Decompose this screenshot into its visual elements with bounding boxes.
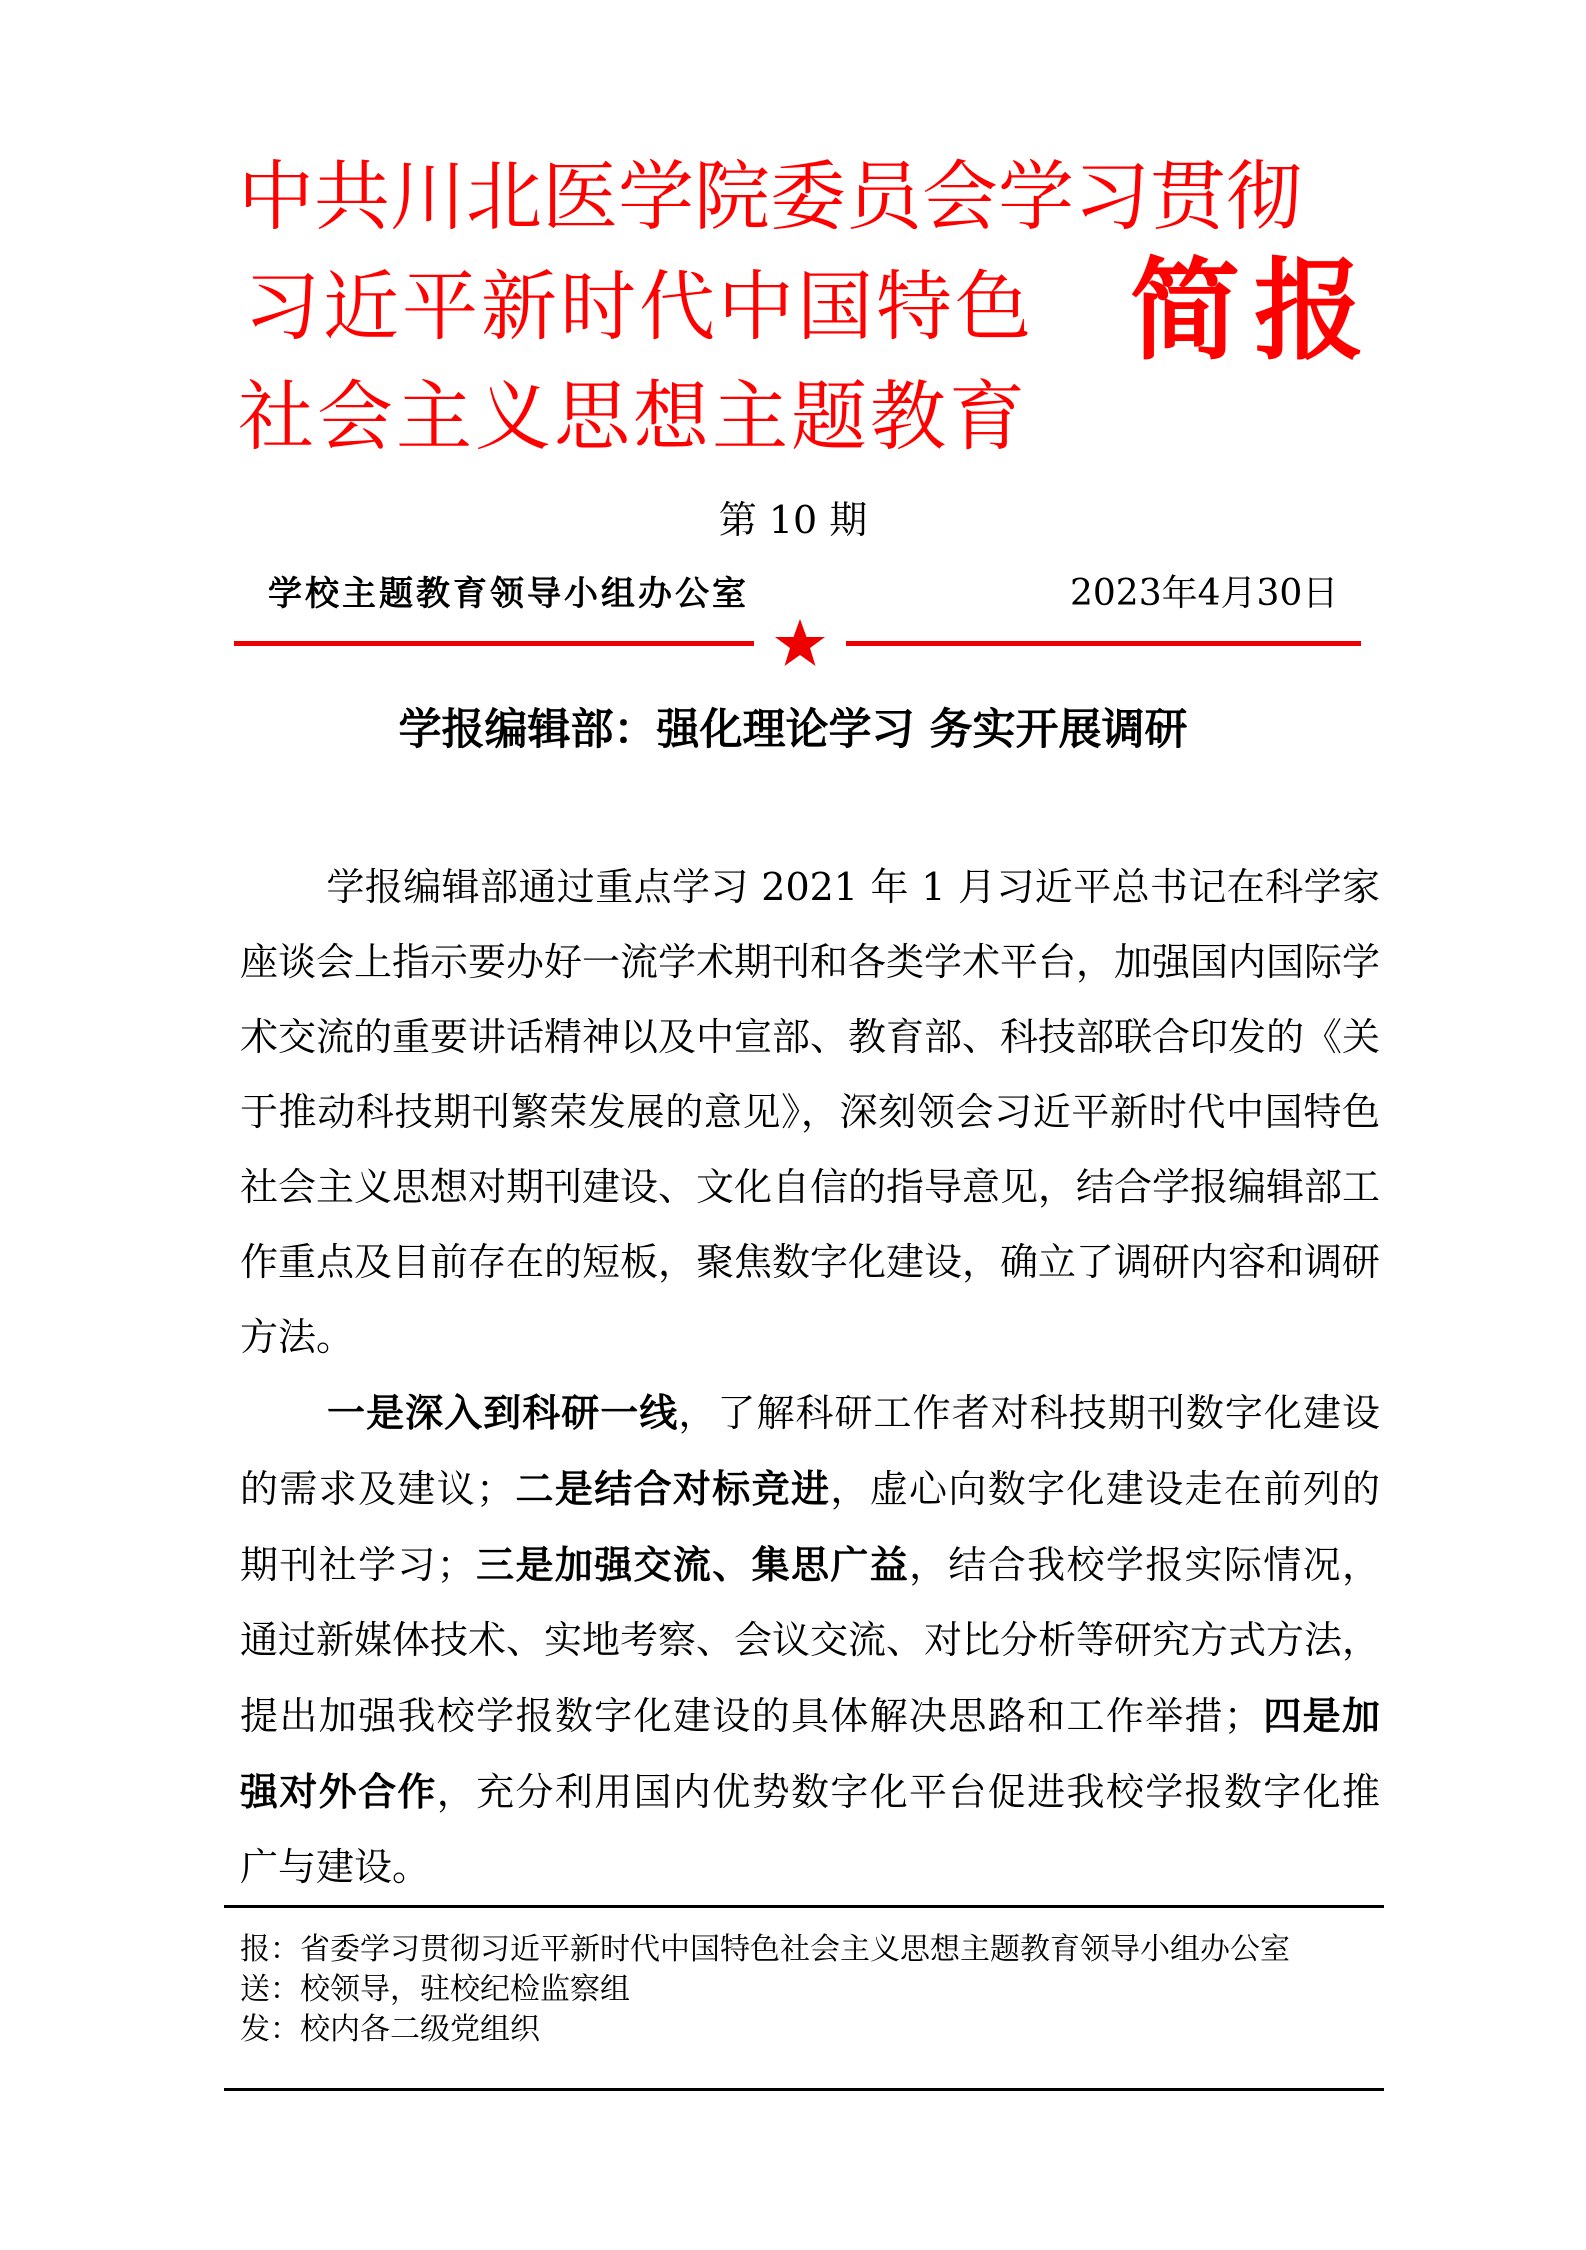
issue-to: 发：校内各二级党组织 (240, 2012, 540, 2047)
distribution-list (240, 1930, 1290, 2050)
point-3-heading: 三是加强交流、集思广益 (474, 1542, 910, 1587)
article-title: 学报编辑部：强化理论学习 务实开展调研 (398, 705, 1188, 755)
paragraph-1-text: 学报编辑部通过重点学习 2021 年 1 月习近平总书记在科学家座谈会上指示要办好一流学术期刊和各类学术平台，加强国内国际学术交流的重要讲话精神以及中宣部、教育部、科技部联合印发的《关于推动科技期刊繁荣发展的意见》，深刻领会习近平新时代中国特色社会主义思想对期刊建设、文化自信的指导意见，结合学报编辑部工作重点及目前存在的短板，聚焦数字化建设，确立了调研内容和调研方法。 (240, 865, 1381, 1359)
article-paragraph-2 (240, 1375, 1380, 1905)
issue-number: 第 10 期 (718, 498, 868, 542)
point-4-text: ，充分利用国内优势数字化平台促进我校学报数字化推广与建设。 (240, 1770, 1380, 1889)
point-1-heading: 一是深入到科研一线 (326, 1390, 679, 1435)
send-to: 送：校领导，驻校纪检监察组 (240, 1972, 630, 2007)
point-4-heading: 四是加强对外合作 (240, 1693, 1380, 1814)
red-divider-right (846, 641, 1361, 646)
point-2-text: ，虚心向数字化建设走在前列的期刊社学习； (240, 1467, 1380, 1587)
article-paragraph-1 (240, 850, 1380, 1375)
star-icon (772, 618, 828, 668)
point-2-heading: 二是结合对标竞进 (514, 1466, 831, 1511)
brief-label: 简报 (1130, 246, 1378, 375)
report-to: 报：省委学习贯彻习近平新时代中国特色社会主义思想主题教育领导小组办公室 (240, 1932, 1290, 1967)
point-3-text: ，结合我校学报实际情况，通过新媒体技术、实地考察、会议交流、对比分析等研究方式方法，提出加强我校学报数字化建设的具体解决思路和工作举措； (240, 1543, 1381, 1738)
masthead-title-line-1: 中共川北医学院委员会学习贯彻 (238, 152, 1302, 241)
issuing-office: 学校主题教育领导小组办公室 (268, 574, 749, 614)
point-1-text: ，了解科研工作者对科技期刊数字化建设的需求及建议； (240, 1391, 1380, 1511)
masthead-title-line-3: 社会主义思想主题教育 (238, 372, 1028, 461)
red-divider-left (234, 641, 754, 646)
masthead-title-line-2: 习近平新时代中国特色 (244, 262, 1034, 351)
issue-date: 2023年4月30日 (1070, 573, 1339, 614)
distribution-rule-top (224, 1905, 1384, 1908)
distribution-rule-bottom (224, 2088, 1384, 2091)
